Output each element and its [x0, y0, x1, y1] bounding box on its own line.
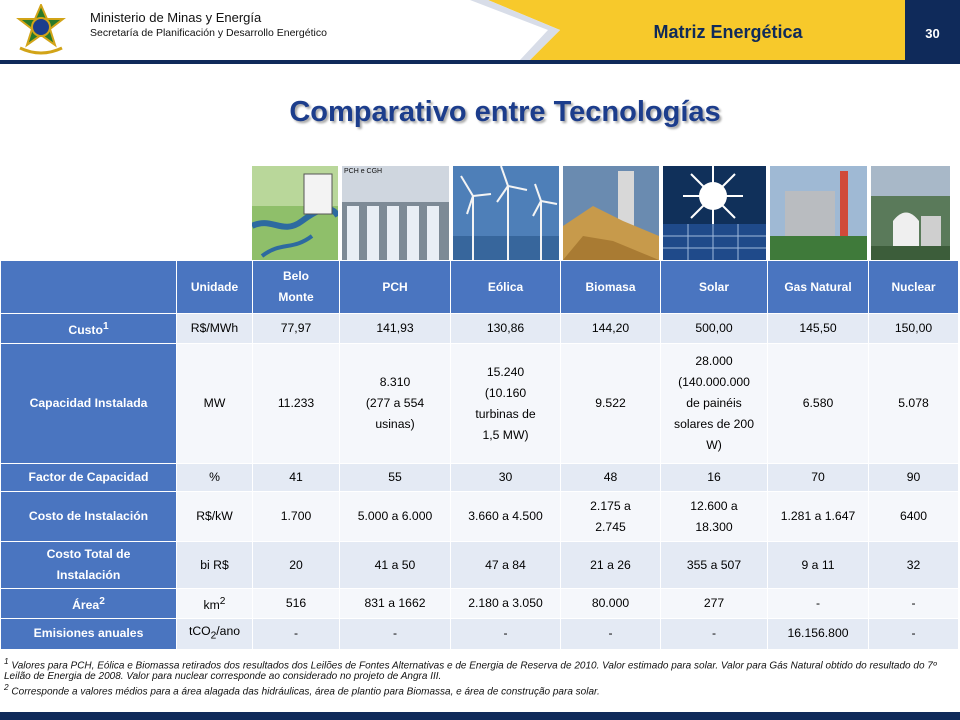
table-cell: 500,00: [661, 314, 768, 344]
header-belo-monte: Belo Monte: [253, 261, 340, 314]
table-cell: 9 a 11: [768, 542, 869, 589]
row-label: Custo$^1$: [1, 314, 177, 344]
coat-of-arms-icon: [14, 4, 68, 56]
pch-photo-caption: PCH e CGH: [344, 168, 383, 175]
header-nuclear: Nuclear: [869, 261, 959, 314]
table-cell: 30: [451, 464, 561, 492]
table-cell: 77,97: [253, 314, 340, 344]
table-cell: 5.000 a 6.000: [340, 492, 451, 542]
table-cell: 12.600 a 18.300: [661, 492, 768, 542]
row-label: Emisiones anuales: [1, 619, 177, 649]
table-cell: 55: [340, 464, 451, 492]
secretaria-name: Secretaría de Planificación y Desarrollo Energético: [90, 27, 327, 39]
table-cell: $km^2$: [177, 589, 253, 619]
footer-bar: [0, 712, 960, 720]
table-cell: -: [869, 589, 959, 619]
header-solar: Solar: [661, 261, 768, 314]
footnotes: [4, 656, 954, 698]
table-header-row: [1, 261, 959, 314]
table-cell: 41: [253, 464, 340, 492]
table-cell: 141,93: [340, 314, 451, 344]
table-row: [1, 492, 959, 542]
table-cell: 28.000 (140.000.000 de painéis solares de 200 W): [661, 344, 768, 464]
table-cell: -: [451, 619, 561, 649]
table-cell: 21 a 26: [561, 542, 661, 589]
table-cell: -: [869, 619, 959, 649]
table-cell: -: [661, 619, 768, 649]
table-cell: 1.281 a 1.647: [768, 492, 869, 542]
table-cell: 48: [561, 464, 661, 492]
table-cell: 144,20: [561, 314, 661, 344]
table-row: [1, 344, 959, 464]
table-cell: %: [177, 464, 253, 492]
table-cell: 20: [253, 542, 340, 589]
row-label: Factor de Capacidad: [1, 464, 177, 492]
table-cell: -: [253, 619, 340, 649]
ministry-name: Ministerio de Minas y Energía: [90, 10, 262, 25]
table-row: [1, 589, 959, 619]
table-cell: 70: [768, 464, 869, 492]
table-cell: 277: [661, 589, 768, 619]
table-cell: -: [340, 619, 451, 649]
table-cell: 831 a 1662: [340, 589, 451, 619]
table-cell: 355 a 507: [661, 542, 768, 589]
row-label: Área$^2$: [1, 589, 177, 619]
belo-monte-map-photo: [252, 166, 338, 260]
table-cell: 11.233: [253, 344, 340, 464]
table-cell: 145,50: [768, 314, 869, 344]
header-gas-natural: Gas Natural: [768, 261, 869, 314]
row-label: Capacidad Instalada: [1, 344, 177, 464]
biomass-photo: [563, 166, 659, 260]
table-cell: 3.660 a 4.500: [451, 492, 561, 542]
table-row: [1, 464, 959, 492]
row-label: Costo Total de Instalación: [1, 542, 177, 589]
table-cell: bi R$: [177, 542, 253, 589]
table-cell: 6400: [869, 492, 959, 542]
header-rule: [0, 60, 960, 64]
header-pch: PCH: [340, 261, 451, 314]
table-cell: 2.175 a 2.745: [561, 492, 661, 542]
pch-dam-photo: [342, 166, 449, 260]
table-cell: MW: [177, 344, 253, 464]
table-cell: R$/kW: [177, 492, 253, 542]
header-biomasa: Biomasa: [561, 261, 661, 314]
table-cell: -: [561, 619, 661, 649]
table-cell: 516: [253, 589, 340, 619]
table-cell: 150,00: [869, 314, 959, 344]
wind-turbines-photo: [453, 166, 559, 260]
table-cell: 1.700: [253, 492, 340, 542]
table-cell: 15.240 (10.160 turbinas de 1,5 MW): [451, 344, 561, 464]
header-eolica: Eólica: [451, 261, 561, 314]
table-cell: 6.580: [768, 344, 869, 464]
footnote-2: $^2$ Corresponde a valores médios para a área alagada das hidráulicas, área de plantio para Biomassa, e área de construção para solar.: [4, 682, 600, 698]
table-cell: 32: [869, 542, 959, 589]
table-cell: 90: [869, 464, 959, 492]
table-cell: tCO$_2$/ano: [177, 619, 253, 649]
page-title: Comparativo entre Tecnologías: [289, 96, 721, 128]
header-corner: [1, 261, 177, 314]
table-cell: -: [768, 589, 869, 619]
table-cell: 80.000: [561, 589, 661, 619]
table-cell: 41 a 50: [340, 542, 451, 589]
table-cell: 47 a 84: [451, 542, 561, 589]
table-row: [1, 619, 959, 649]
table-cell: R$/MWh: [177, 314, 253, 344]
page-number: 30: [925, 26, 940, 41]
table-cell: 9.522: [561, 344, 661, 464]
table-row: [1, 542, 959, 589]
solar-panels-photo: [663, 166, 766, 260]
nuclear-plant-photo: [871, 166, 950, 260]
table-cell: 16.156.800: [768, 619, 869, 649]
table-cell: 2.180 a 3.050: [451, 589, 561, 619]
header-unidade: Unidade: [177, 261, 253, 314]
gas-plant-photo: [770, 166, 867, 260]
footnote-1: $^1$ Valores para PCH, Eólica e Biomassa retirados dos resultados dos Leilões de Fontes Alternativas e de Energia de Reserva de 2010. Valor estimado para solar. Valor para Gás Natural obtido do resultado do 7º Leilão de Energia de 2008. Valor para nuclear corresponde ao considerado no projeto de Angra III.: [4, 656, 937, 683]
table-cell: 16: [661, 464, 768, 492]
comparison-table: [0, 260, 959, 650]
table-cell: 130,86: [451, 314, 561, 344]
table-cell: 5.078: [869, 344, 959, 464]
table-row: [1, 314, 959, 344]
table-cell: 8.310 (277 a 554 usinas): [340, 344, 451, 464]
row-label: Costo de Instalación: [1, 492, 177, 542]
section-title: Matriz Energética: [653, 22, 803, 42]
